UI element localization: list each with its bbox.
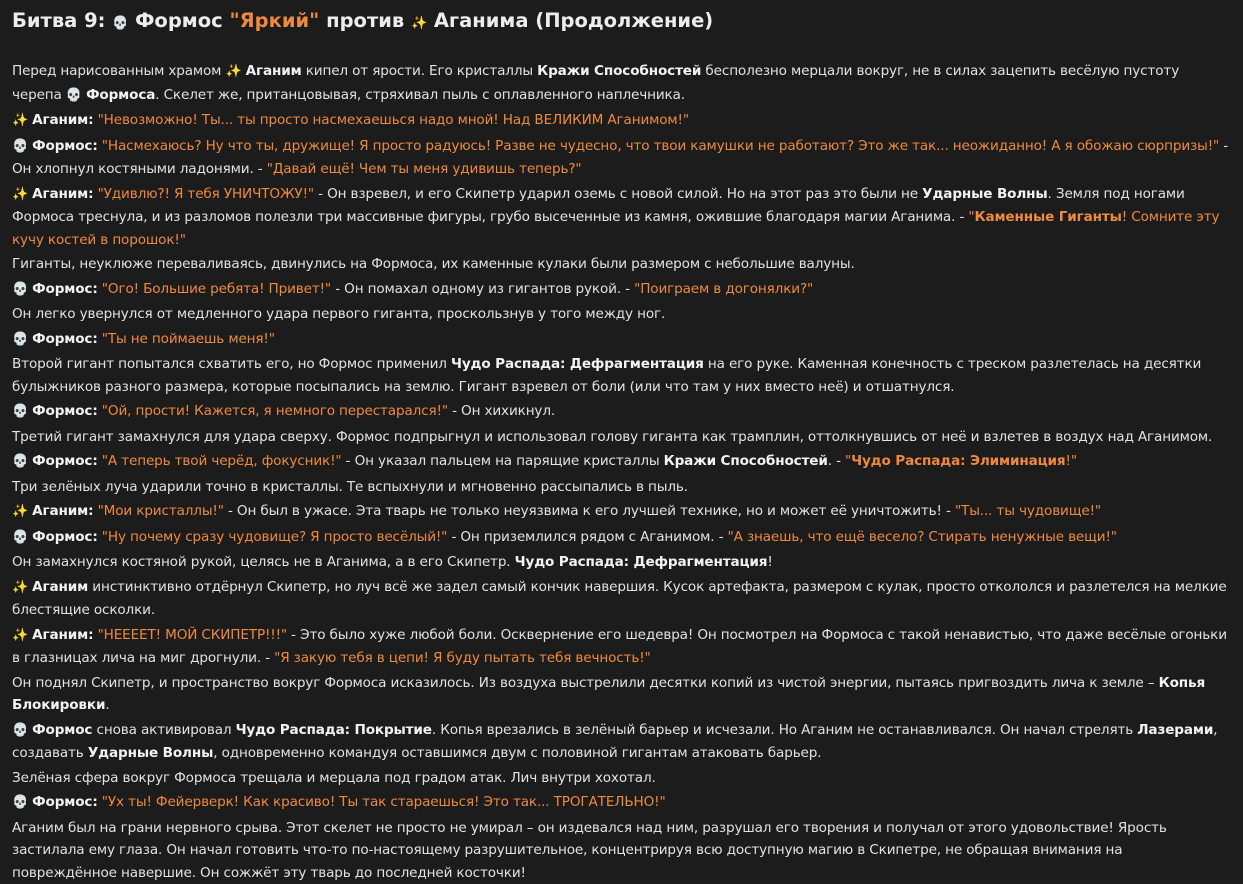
- skull-icon: 💀: [12, 527, 28, 550]
- narrative-text: . Скелет же, пританцовывая, стряхивал пыль с оплавленного наплечника.: [155, 87, 685, 103]
- narrative-text: Гиганты, неуклюже переваливаясь, двинулись на Формоса, их каменные кулаки были размером с небольшие валуны.: [12, 256, 855, 272]
- bold-text: Аганим:: [32, 503, 93, 519]
- narrative-text: !: [767, 554, 772, 570]
- dialogue-quote: !": [1066, 453, 1077, 469]
- dialogue-quote: "Ты не поймаешь меня!": [102, 331, 275, 347]
- skull-icon: 💀: [12, 792, 28, 815]
- narrative-text: бесполезно мерцали вокруг, не в силах зацепить весёлую пустоту черепа: [12, 63, 1179, 103]
- bold-text: Лазерами: [1137, 722, 1213, 738]
- story-paragraph: [12, 135, 1231, 181]
- narrative-text: . Копья врезались в зелёный барьер и исчезали. Но Аганим не останавливался. Он начал стрелять: [432, 722, 1137, 738]
- skull-icon: 💀: [12, 329, 28, 352]
- sparkle-icon: ✨: [12, 577, 28, 600]
- bold-text: Аганим: [32, 579, 88, 595]
- bold-text: Аганим: [246, 63, 302, 79]
- narrative-text: снова активировал: [92, 722, 235, 738]
- bold-text: Чудо Распада: Дефрагментация: [515, 554, 768, 570]
- dialogue-quote: "Ты... ты чудовище!": [955, 503, 1101, 519]
- narrative-text: . Земля под ногами Формоса треснула, и из разломов полезли три массивные фигуры, грубо высеченные из камня, ожившие благодаря магии Аганима. -: [12, 186, 1185, 226]
- skull-icon: 💀: [112, 10, 128, 38]
- bold-text: Формос:: [32, 403, 97, 419]
- story-paragraph: [12, 791, 1231, 815]
- sparkle-icon: ✨: [411, 10, 427, 38]
- story-paragraph: [12, 719, 1231, 765]
- sparkle-icon: ✨: [225, 61, 241, 84]
- dialogue-quote: ": [968, 209, 974, 225]
- story-paragraph: [12, 183, 1231, 252]
- dialogue-quote: "Насмехаюсь? Ну что ты, дружище! Я просто радуюсь! Разве не чудесно, что твои камушки не работают? Это же так... неожиданно! А я обожаю сюрпризы!": [102, 138, 1219, 154]
- narrative-text: - Он хихикнул.: [448, 403, 555, 419]
- dialogue-quote-bold: Каменные Гиганты: [974, 209, 1121, 225]
- story-paragraph: [12, 253, 1231, 276]
- title-vs: против: [319, 9, 411, 32]
- title-name2: Аганима (Продолжение): [434, 9, 713, 32]
- narrative-text: Три зелёных луча ударили точно в кристаллы. Те вспыхнули и мгновенно рассыпались в пыль.: [12, 479, 688, 495]
- page-title: [12, 7, 1231, 38]
- narrative-text: .: [105, 697, 109, 713]
- dialogue-quote: "Давай ещё! Чем ты меня удивишь теперь?": [267, 161, 582, 177]
- story-paragraph: [12, 60, 1231, 107]
- bold-text: Аганим:: [32, 112, 93, 128]
- story-paragraph: [12, 328, 1231, 352]
- dialogue-quote: ": [845, 453, 851, 469]
- dialogue-quote: "А теперь твой черёд, фокусник!": [102, 453, 342, 469]
- story-paragraph: [12, 767, 1231, 790]
- dialogue-quote: "А знаешь, что ещё весело? Стирать ненужные вещи!": [728, 529, 1117, 545]
- story-paragraph: [12, 303, 1231, 326]
- sparkle-icon: ✨: [12, 110, 28, 133]
- dialogue-quote-bold: Чудо Распада: Элиминация: [851, 453, 1065, 469]
- story-paragraph: [12, 476, 1231, 499]
- title-prefix: Битва 9:: [12, 9, 112, 32]
- narrative-text: Аганим был на грани нервного срыва. Этот скелет не просто не умирал – он издевался над ним, разрушал его творения и получал от этого удовольствие! Ярость застилала ему глаза. Он начал готовить что-то по-настоящему разрушительное, концентрируя всю доступную магию в Скипетре, не обращая внимания на повреждённое навершие. Он сожжёт эту тварь до последней косточки!: [12, 820, 1167, 881]
- narrative-text: - Это было хуже любой боли. Осквернение его шедевра! Он посмотрел на Формоса с такой ненавистью, что даже весёлые огоньки в глазницах лича на миг дрогнули. -: [12, 627, 1227, 667]
- narrative-text: , одновременно командуя оставшимся двум с половиной гигантам атаковать барьер.: [213, 745, 821, 761]
- skull-icon: 💀: [12, 136, 28, 159]
- narrative-text: - Он указал пальцем на парящие кристаллы: [342, 453, 664, 469]
- bold-text: Аганим:: [32, 186, 93, 202]
- title-name1: Формос: [135, 9, 229, 32]
- dialogue-quote: "Ух ты! Фейерверк! Как красиво! Ты так стараешься! Это так... ТРОГАТЕЛЬНО!": [102, 794, 666, 810]
- narrative-text: - Он приземлился рядом с Аганимом. -: [447, 529, 727, 545]
- bold-text: Кражи Способностей: [664, 453, 828, 469]
- story-paragraph: [12, 500, 1231, 524]
- narrative-text: Второй гигант попытался схватить его, но Формос применил: [12, 356, 451, 372]
- story-paragraph: [12, 551, 1231, 574]
- narrative-text: - Он хлопнул костяными ладонями. -: [12, 138, 1228, 178]
- bold-text: Ударные Волны: [922, 186, 1047, 202]
- story-paragraph: [12, 353, 1231, 398]
- skull-icon: 💀: [12, 401, 28, 424]
- narrative-text: на его руке. Каменная конечность с треском разлетелась на десятки булыжников разного размера, которые посыпались на землю. Гигант взревел от боли (или что там у них вместо неё) и отшатнулся.: [12, 356, 1201, 395]
- story-paragraph: [12, 109, 1231, 133]
- bold-text: Чудо Распада: Покрытие: [236, 722, 432, 738]
- narrative-text: , создавать: [12, 722, 1217, 762]
- story-paragraph: [12, 450, 1231, 474]
- title-nickname: "Яркий": [229, 9, 319, 32]
- dialogue-quote: "НЕЕЕЕТ! МОЙ СКИПЕТР!!!": [98, 627, 287, 643]
- dialogue-quote: "Поиграем в догонялки?": [634, 281, 813, 297]
- narrative-text: Он поднял Скипетр, и пространство вокруг Формоса исказилось. Из воздуха выстрелили десятки копий из чистой энергии, пытаясь пригвоздить лича к земле –: [12, 675, 1159, 691]
- narrative-text: - Он был в ужасе. Эта тварь не только неуязвима к его лучшей технике, но и может её уничтожить! -: [224, 503, 955, 519]
- story-body: [12, 60, 1231, 884]
- sparkle-icon: ✨: [12, 625, 28, 648]
- bold-text: Формос:: [32, 453, 97, 469]
- bold-text: Аганим:: [32, 627, 93, 643]
- skull-icon: 💀: [12, 451, 28, 474]
- dialogue-quote: "Мои кристаллы!": [98, 503, 224, 519]
- story-paragraph: [12, 672, 1231, 717]
- narrative-text: Он легко увернулся от медленного удара первого гиганта, проскользнув у того между ног.: [12, 306, 665, 322]
- story-paragraph: [12, 426, 1231, 449]
- narrative-text: - Он взревел, и его Скипетр ударил оземь с новой силой. Но на этот раз это были не: [314, 186, 922, 202]
- skull-icon: 💀: [66, 85, 82, 108]
- bold-text: Ударные Волны: [88, 745, 213, 761]
- narrative-text: Третий гигант замахнулся для удара сверху. Формос подпрыгнул и использовал голову гиганта как трамплин, оттолкнувшись от неё и взлетев в воздух над Аганимом.: [12, 429, 1212, 445]
- dialogue-quote: ! Сомните эту кучу костей в порошок!": [12, 209, 1219, 248]
- bold-text: Копья Блокировки: [12, 675, 1205, 714]
- bold-text: Кражи Способностей: [537, 63, 701, 79]
- story-paragraph: [12, 526, 1231, 550]
- narrative-text: кипел от ярости. Его кристаллы: [302, 63, 538, 79]
- story-paragraph: [12, 576, 1231, 622]
- narrative-text: инстинктивно отдёрнул Скипетр, но луч всё же задел самый кончик навершия. Кусок артефакта, размером с кулак, просто откололся и разлетелся на мелкие блестящие осколки.: [12, 579, 1227, 619]
- narrative-text: Перед нарисованным храмом: [12, 63, 225, 79]
- bold-text: Формос:: [32, 138, 97, 154]
- bold-text: Формос:: [32, 529, 97, 545]
- story-paragraph: [12, 278, 1231, 302]
- dialogue-quote: "Удивлю?! Я тебя УНИЧТОЖУ!": [98, 186, 314, 202]
- narrative-text: . -: [828, 453, 845, 469]
- bold-text: Формос: [32, 722, 92, 738]
- bold-text: Формос:: [32, 331, 97, 347]
- story-paragraph: [12, 400, 1231, 424]
- dialogue-quote: "Ну почему сразу чудовище? Я просто весёлый!": [102, 529, 447, 545]
- narrative-text: - Он помахал одному из гигантов рукой. -: [331, 281, 634, 297]
- story-paragraph: [12, 624, 1231, 670]
- dialogue-quote: "Ого! Большие ребята! Привет!": [102, 281, 331, 297]
- sparkle-icon: ✨: [12, 184, 28, 207]
- dialogue-quote: "Ой, прости! Кажется, я немного перестарался!": [102, 403, 448, 419]
- bold-text: Чудо Распада: Дефрагментация: [451, 356, 704, 372]
- bold-text: Формос:: [32, 794, 97, 810]
- skull-icon: 💀: [12, 720, 28, 743]
- bold-text: Формоса: [86, 87, 155, 103]
- skull-icon: 💀: [12, 279, 28, 302]
- bold-text: Формос:: [32, 281, 97, 297]
- dialogue-quote: "Невозможно! Ты... ты просто насмехаешься надо мной! Над ВЕЛИКИМ Аганимом!": [98, 112, 689, 128]
- sparkle-icon: ✨: [12, 501, 28, 524]
- narrative-text: Он замахнулся костяной рукой, целясь не в Аганима, а в его Скипетр.: [12, 554, 515, 570]
- dialogue-quote: "Я закую тебя в цепи! Я буду пытать тебя вечность!": [274, 650, 651, 666]
- narrative-text: Зелёная сфера вокруг Формоса трещала и мерцала под градом атак. Лич внутри хохотал.: [12, 770, 656, 786]
